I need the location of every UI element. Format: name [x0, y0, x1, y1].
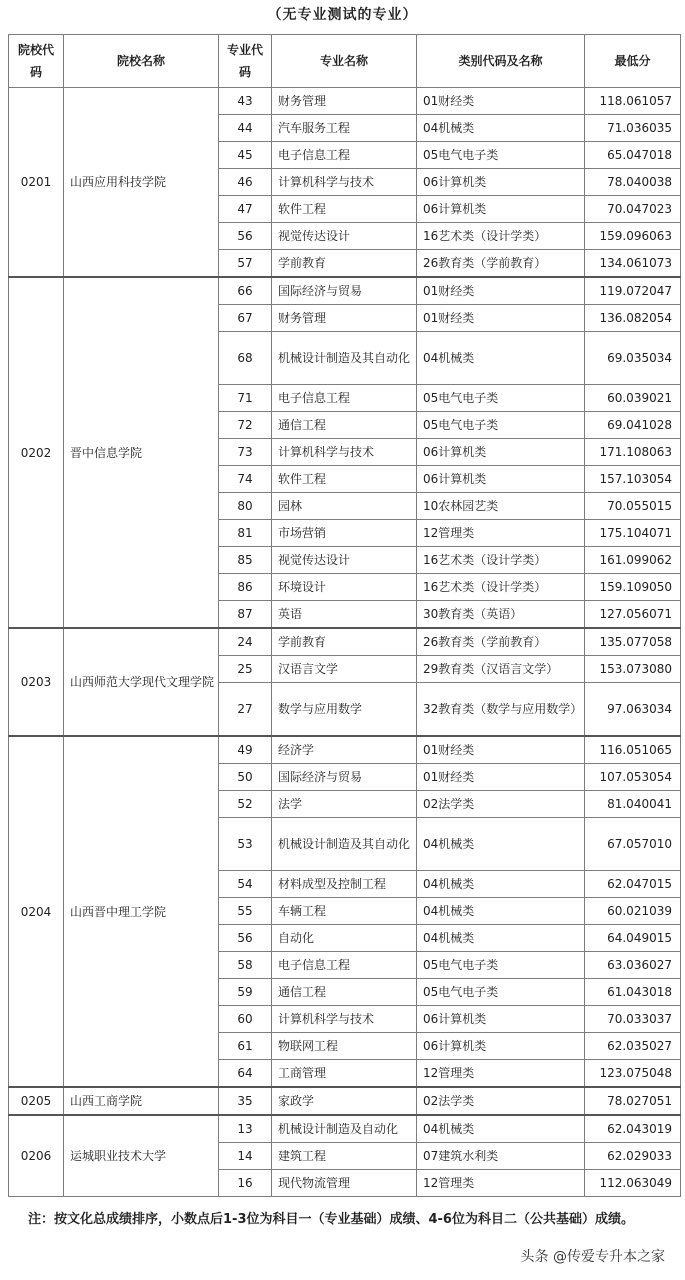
major-name-cell: 软件工程 — [272, 196, 417, 223]
school-name-cell: 晋中信息学院 — [64, 277, 219, 628]
category-cell: 12管理类 — [417, 520, 585, 547]
school-code-cell: 0204 — [9, 736, 64, 1087]
category-cell: 01财经类 — [417, 736, 585, 764]
min-score-cell: 71.036035 — [585, 115, 681, 142]
category-cell: 02法学类 — [417, 1087, 585, 1115]
major-name-cell: 学前教育 — [272, 250, 417, 278]
category-cell: 05电气电子类 — [417, 385, 585, 412]
category-cell: 29教育类（汉语言文学） — [417, 656, 585, 683]
major-name-cell: 法学 — [272, 791, 417, 818]
category-cell: 05电气电子类 — [417, 142, 585, 169]
category-cell: 06计算机类 — [417, 1033, 585, 1060]
table-row — [9, 1115, 681, 1143]
major-code-cell: 45 — [219, 142, 272, 169]
min-score-cell: 62.043019 — [585, 1115, 681, 1143]
major-code-cell: 87 — [219, 601, 272, 629]
major-name-cell: 视觉传达设计 — [272, 223, 417, 250]
min-score-cell: 60.021039 — [585, 898, 681, 925]
category-cell: 16艺术类（设计学类） — [417, 223, 585, 250]
major-code-cell: 60 — [219, 1006, 272, 1033]
table-row — [9, 88, 681, 115]
major-code-cell: 68 — [219, 332, 272, 385]
min-score-cell: 134.061073 — [585, 250, 681, 278]
min-score-cell: 136.082054 — [585, 305, 681, 332]
header-school-name: 院校名称 — [64, 35, 219, 88]
major-name-cell: 园林 — [272, 493, 417, 520]
score-table — [8, 34, 681, 1197]
min-score-cell: 161.099062 — [585, 547, 681, 574]
min-score-cell: 62.029033 — [585, 1143, 681, 1170]
table-row — [9, 736, 681, 764]
category-cell: 16艺术类（设计学类） — [417, 547, 585, 574]
major-name-cell: 通信工程 — [272, 412, 417, 439]
table-body — [9, 88, 681, 1197]
major-name-cell: 国际经济与贸易 — [272, 277, 417, 305]
major-name-cell: 工商管理 — [272, 1060, 417, 1088]
major-code-cell: 73 — [219, 439, 272, 466]
major-name-cell: 物联网工程 — [272, 1033, 417, 1060]
category-cell: 02法学类 — [417, 791, 585, 818]
major-name-cell: 财务管理 — [272, 88, 417, 115]
major-code-cell: 66 — [219, 277, 272, 305]
major-code-cell: 57 — [219, 250, 272, 278]
major-name-cell: 计算机科学与技术 — [272, 1006, 417, 1033]
major-code-cell: 55 — [219, 898, 272, 925]
min-score-cell: 67.057010 — [585, 818, 681, 871]
major-name-cell: 机械设计制造及其自动化 — [272, 332, 417, 385]
major-code-cell: 46 — [219, 169, 272, 196]
school-code-cell: 0206 — [9, 1115, 64, 1197]
major-name-cell: 电子信息工程 — [272, 142, 417, 169]
table-row — [9, 277, 681, 305]
school-name-cell: 山西应用科技学院 — [64, 88, 219, 278]
major-name-cell: 电子信息工程 — [272, 952, 417, 979]
major-code-cell: 71 — [219, 385, 272, 412]
category-cell: 06计算机类 — [417, 439, 585, 466]
major-code-cell: 52 — [219, 791, 272, 818]
category-cell: 05电气电子类 — [417, 979, 585, 1006]
major-name-cell: 学前教育 — [272, 628, 417, 656]
category-cell: 04机械类 — [417, 818, 585, 871]
header-school-code: 院校代码 — [9, 35, 64, 88]
min-score-cell: 61.043018 — [585, 979, 681, 1006]
major-name-cell: 材料成型及控制工程 — [272, 871, 417, 898]
major-code-cell: 54 — [219, 871, 272, 898]
min-score-cell: 159.109050 — [585, 574, 681, 601]
major-code-cell: 27 — [219, 683, 272, 737]
min-score-cell: 69.035034 — [585, 332, 681, 385]
header-major-name: 专业名称 — [272, 35, 417, 88]
category-cell: 01财经类 — [417, 88, 585, 115]
major-name-cell: 环境设计 — [272, 574, 417, 601]
major-code-cell: 25 — [219, 656, 272, 683]
major-code-cell: 61 — [219, 1033, 272, 1060]
header-major-code: 专业代码 — [219, 35, 272, 88]
major-code-cell: 72 — [219, 412, 272, 439]
category-cell: 10农林园艺类 — [417, 493, 585, 520]
major-code-cell: 81 — [219, 520, 272, 547]
major-code-cell: 56 — [219, 223, 272, 250]
category-cell: 04机械类 — [417, 115, 585, 142]
school-name-cell: 山西晋中理工学院 — [64, 736, 219, 1087]
major-code-cell: 86 — [219, 574, 272, 601]
min-score-cell: 70.033037 — [585, 1006, 681, 1033]
major-name-cell: 现代物流管理 — [272, 1170, 417, 1197]
school-code-cell: 0201 — [9, 88, 64, 278]
category-cell: 06计算机类 — [417, 1006, 585, 1033]
major-name-cell: 英语 — [272, 601, 417, 629]
category-cell: 06计算机类 — [417, 169, 585, 196]
major-name-cell: 建筑工程 — [272, 1143, 417, 1170]
min-score-cell: 175.104071 — [585, 520, 681, 547]
school-name-cell: 山西师范大学现代文理学院 — [64, 628, 219, 736]
major-code-cell: 53 — [219, 818, 272, 871]
school-name-cell: 山西工商学院 — [64, 1087, 219, 1115]
footnote: 注：按文化总成绩排序，小数点后1-3位为科目一（专业基础）成绩、4-6位为科目二（公共基础）成绩。 — [28, 1212, 634, 1227]
min-score-cell: 65.047018 — [585, 142, 681, 169]
major-name-cell: 计算机科学与技术 — [272, 169, 417, 196]
category-cell: 01财经类 — [417, 305, 585, 332]
category-cell: 04机械类 — [417, 1115, 585, 1143]
min-score-cell: 70.055015 — [585, 493, 681, 520]
category-cell: 01财经类 — [417, 277, 585, 305]
major-name-cell: 通信工程 — [272, 979, 417, 1006]
major-name-cell: 汽车服务工程 — [272, 115, 417, 142]
major-name-cell: 国际经济与贸易 — [272, 764, 417, 791]
major-code-cell: 16 — [219, 1170, 272, 1197]
min-score-cell: 127.056071 — [585, 601, 681, 629]
major-code-cell: 64 — [219, 1060, 272, 1088]
category-cell: 06计算机类 — [417, 466, 585, 493]
table-title: （无专业测试的专业） — [267, 7, 418, 23]
category-cell: 01财经类 — [417, 764, 585, 791]
major-code-cell: 74 — [219, 466, 272, 493]
school-code-cell: 0202 — [9, 277, 64, 628]
table-row — [9, 1087, 681, 1115]
min-score-cell: 70.047023 — [585, 196, 681, 223]
major-code-cell: 35 — [219, 1087, 272, 1115]
min-score-cell: 116.051065 — [585, 736, 681, 764]
school-code-cell: 0203 — [9, 628, 64, 736]
min-score-cell: 119.072047 — [585, 277, 681, 305]
min-score-cell: 153.073080 — [585, 656, 681, 683]
min-score-cell: 81.040041 — [585, 791, 681, 818]
min-score-cell: 118.061057 — [585, 88, 681, 115]
category-cell: 16艺术类（设计学类） — [417, 574, 585, 601]
major-code-cell: 80 — [219, 493, 272, 520]
major-code-cell: 24 — [219, 628, 272, 656]
min-score-cell: 159.096063 — [585, 223, 681, 250]
school-code-cell: 0205 — [9, 1087, 64, 1115]
min-score-cell: 112.063049 — [585, 1170, 681, 1197]
major-name-cell: 数学与应用数学 — [272, 683, 417, 737]
category-cell: 12管理类 — [417, 1170, 585, 1197]
major-name-cell: 机械设计制造及自动化 — [272, 1115, 417, 1143]
major-name-cell: 计算机科学与技术 — [272, 439, 417, 466]
major-code-cell: 14 — [219, 1143, 272, 1170]
category-cell: 32教育类（数学与应用数学） — [417, 683, 585, 737]
major-code-cell: 49 — [219, 736, 272, 764]
major-name-cell: 电子信息工程 — [272, 385, 417, 412]
min-score-cell: 78.027051 — [585, 1087, 681, 1115]
header-category: 类别代码及名称 — [417, 35, 585, 88]
category-cell: 06计算机类 — [417, 196, 585, 223]
min-score-cell: 171.108063 — [585, 439, 681, 466]
major-code-cell: 56 — [219, 925, 272, 952]
major-name-cell: 汉语言文学 — [272, 656, 417, 683]
header-row — [9, 35, 681, 88]
min-score-cell: 64.049015 — [585, 925, 681, 952]
major-name-cell: 市场营销 — [272, 520, 417, 547]
major-name-cell: 车辆工程 — [272, 898, 417, 925]
category-cell: 07建筑水利类 — [417, 1143, 585, 1170]
category-cell: 04机械类 — [417, 871, 585, 898]
major-code-cell: 44 — [219, 115, 272, 142]
category-cell: 12管理类 — [417, 1060, 585, 1088]
major-code-cell: 43 — [219, 88, 272, 115]
major-name-cell: 经济学 — [272, 736, 417, 764]
major-code-cell: 13 — [219, 1115, 272, 1143]
major-name-cell: 视觉传达设计 — [272, 547, 417, 574]
major-code-cell: 58 — [219, 952, 272, 979]
category-cell: 30教育类（英语） — [417, 601, 585, 629]
category-cell: 04机械类 — [417, 332, 585, 385]
major-name-cell: 家政学 — [272, 1087, 417, 1115]
min-score-cell: 62.035027 — [585, 1033, 681, 1060]
category-cell: 04机械类 — [417, 898, 585, 925]
min-score-cell: 62.047015 — [585, 871, 681, 898]
table-row — [9, 628, 681, 656]
header-min-score: 最低分 — [585, 35, 681, 88]
major-code-cell: 67 — [219, 305, 272, 332]
category-cell: 05电气电子类 — [417, 412, 585, 439]
major-code-cell: 85 — [219, 547, 272, 574]
min-score-cell: 107.053054 — [585, 764, 681, 791]
major-name-cell: 财务管理 — [272, 305, 417, 332]
min-score-cell: 63.036027 — [585, 952, 681, 979]
min-score-cell: 69.041028 — [585, 412, 681, 439]
min-score-cell: 157.103054 — [585, 466, 681, 493]
major-code-cell: 47 — [219, 196, 272, 223]
watermark: 头条 @传爱专升本之家 — [517, 1244, 669, 1268]
major-name-cell: 自动化 — [272, 925, 417, 952]
category-cell: 26教育类（学前教育） — [417, 250, 585, 278]
major-name-cell: 机械设计制造及其自动化 — [272, 818, 417, 871]
major-code-cell: 50 — [219, 764, 272, 791]
category-cell: 04机械类 — [417, 925, 585, 952]
category-cell: 05电气电子类 — [417, 952, 585, 979]
min-score-cell: 78.040038 — [585, 169, 681, 196]
min-score-cell: 60.039021 — [585, 385, 681, 412]
major-code-cell: 59 — [219, 979, 272, 1006]
school-name-cell: 运城职业技术大学 — [64, 1115, 219, 1197]
major-name-cell: 软件工程 — [272, 466, 417, 493]
min-score-cell: 123.075048 — [585, 1060, 681, 1088]
min-score-cell: 135.077058 — [585, 628, 681, 656]
min-score-cell: 97.063034 — [585, 683, 681, 737]
category-cell: 26教育类（学前教育） — [417, 628, 585, 656]
